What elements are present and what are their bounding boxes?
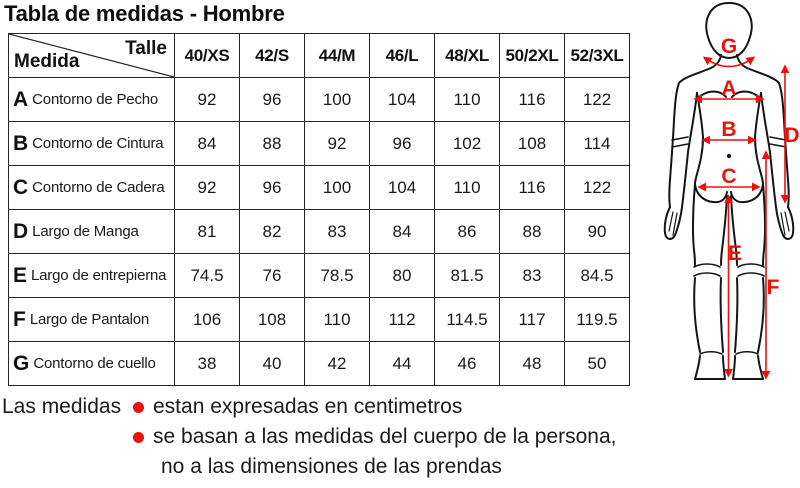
label-d: D: [784, 124, 800, 147]
talle-label: Talle: [125, 38, 167, 59]
col-header-523xl: 52/3XL: [565, 34, 630, 78]
size-value: 110: [435, 78, 500, 122]
table-row-d: [9, 210, 630, 254]
size-value: 81.5: [435, 254, 500, 298]
measurement-annotations: [696, 58, 785, 377]
size-value: 92: [305, 122, 370, 166]
table-row-a: [9, 78, 630, 122]
row-letter: B: [13, 132, 29, 155]
col-header-42s: 42/S: [240, 34, 305, 78]
size-value: 104: [370, 166, 435, 210]
row-letter: G: [13, 352, 30, 375]
label-e: E: [727, 242, 743, 265]
left-knee-joint: [694, 264, 720, 276]
note-text: estan expresadas en centimetros: [153, 395, 463, 418]
left-foot: [695, 356, 725, 379]
size-value: 100: [305, 78, 370, 122]
table-row-e: [9, 254, 630, 298]
notes-prefix: Las medidas: [2, 395, 122, 418]
mannequin-figure: [655, 0, 800, 400]
row-letter: C: [13, 176, 29, 199]
size-value: 117: [500, 298, 565, 342]
row-letter: F: [13, 308, 26, 331]
row-label: Largo de Pantalon: [29, 311, 150, 328]
col-header-502xl: 50/2XL: [500, 34, 565, 78]
size-value: 44: [370, 342, 435, 386]
page-title: Tabla de medidas - Hombre: [4, 1, 285, 26]
row-label: Contorno de Cintura: [32, 135, 164, 152]
size-value: 82: [240, 210, 305, 254]
col-header-44m: 44/M: [305, 34, 370, 78]
row-label: Contorno de cuello: [33, 355, 156, 372]
note-line-1: [2, 392, 616, 422]
label-g: G: [720, 35, 738, 58]
size-value: 84.5: [565, 254, 630, 298]
size-value: 112: [370, 298, 435, 342]
label-b: B: [721, 118, 737, 141]
row-label: Contorno de Cadera: [32, 179, 165, 196]
navel-dot: [727, 154, 731, 158]
size-value: 40: [240, 342, 305, 386]
right-thigh-outer: [763, 184, 765, 265]
size-value: 88: [240, 122, 305, 166]
size-value: 92: [175, 78, 240, 122]
note-text: no a las dimensiones de las prendas: [161, 455, 502, 478]
neck-measure-arc-g: [705, 58, 753, 67]
corner-cell: [9, 34, 175, 78]
size-value: 106: [175, 298, 240, 342]
row-label: Largo de entrepierna: [31, 267, 167, 284]
size-value: 83: [500, 254, 565, 298]
bullet-dot: [133, 432, 144, 443]
size-value: 102: [435, 122, 500, 166]
label-c: C: [721, 165, 737, 188]
right-calf-inner: [735, 278, 737, 352]
size-value: 38: [175, 342, 240, 386]
right-foot: [733, 356, 763, 379]
size-value: 48: [500, 342, 565, 386]
size-value: 83: [305, 210, 370, 254]
size-value: 100: [305, 166, 370, 210]
size-value: 116: [500, 78, 565, 122]
size-value: 81: [175, 210, 240, 254]
size-value: 84: [175, 122, 240, 166]
row-label: Contorno de Pecho: [32, 91, 159, 108]
label-f: F: [766, 276, 780, 299]
row-letter: D: [13, 220, 29, 243]
size-value: 46: [435, 342, 500, 386]
note-line-2: [2, 422, 616, 452]
col-header-40xs: 40/XS: [175, 34, 240, 78]
size-value: 86: [435, 210, 500, 254]
size-value: 122: [565, 166, 630, 210]
size-value: 78.5: [305, 254, 370, 298]
row-letter: E: [13, 264, 28, 287]
left-elbow-joint: [672, 137, 688, 147]
label-a: A: [721, 77, 737, 100]
size-value: 104: [370, 78, 435, 122]
size-value: 110: [435, 166, 500, 210]
footnotes: [2, 392, 616, 482]
col-header-46l: 46/L: [370, 34, 435, 78]
size-value: 90: [565, 210, 630, 254]
size-value: 108: [500, 122, 565, 166]
size-value: 80: [370, 254, 435, 298]
table-row-c: [9, 166, 630, 210]
size-value: 114.5: [435, 298, 500, 342]
size-value: 84: [370, 210, 435, 254]
size-value: 88: [500, 210, 565, 254]
col-header-48xl: 48/XL: [435, 34, 500, 78]
table-row-b: [9, 122, 630, 166]
size-value: 92: [175, 166, 240, 210]
size-value: 76: [240, 254, 305, 298]
size-value: 96: [240, 166, 305, 210]
table-row-g: [9, 342, 630, 386]
size-value: 96: [370, 122, 435, 166]
left-ankle-joint: [700, 352, 722, 354]
header-row: [9, 34, 630, 78]
bullet-dot: [133, 402, 144, 413]
right-knee-joint: [738, 264, 764, 276]
row-label: Largo de Manga: [32, 223, 139, 240]
size-value: 108: [240, 298, 305, 342]
size-value: 114: [565, 122, 630, 166]
size-table: [8, 33, 630, 386]
medida-label: Medida: [14, 51, 80, 72]
table-row-f: [9, 298, 630, 342]
size-value: 110: [305, 298, 370, 342]
left-calf-outer: [694, 278, 700, 352]
left-thigh-outer: [693, 184, 695, 265]
left-thigh-inner: [721, 196, 727, 265]
left-calf-inner: [721, 278, 723, 352]
size-value: 96: [240, 78, 305, 122]
size-value: 74.5: [175, 254, 240, 298]
right-ankle-joint: [736, 352, 758, 354]
note-text: se basan a las medidas del cuerpo de la persona,: [153, 425, 617, 448]
note-line-3: [2, 452, 616, 482]
row-letter: A: [13, 88, 29, 111]
size-value: 122: [565, 78, 630, 122]
size-value: 116: [500, 166, 565, 210]
size-value: 50: [565, 342, 630, 386]
right-calf-outer: [758, 278, 764, 352]
size-value: 42: [305, 342, 370, 386]
size-value: 119.5: [565, 298, 630, 342]
